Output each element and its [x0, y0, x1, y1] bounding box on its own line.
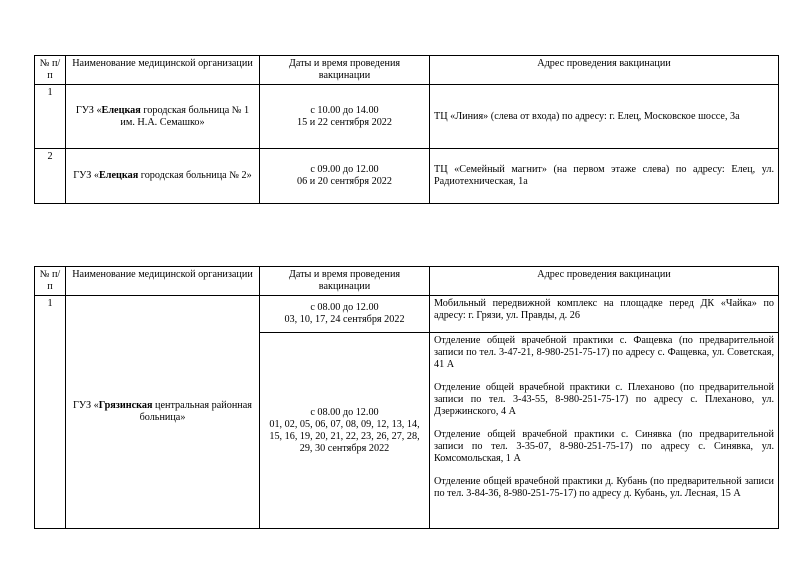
table-row	[35, 85, 779, 149]
time-range: с 08.00 до 12.00	[310, 406, 379, 418]
vaccination-dates	[260, 85, 430, 149]
table-header-row	[35, 267, 779, 296]
row-num: 1	[35, 296, 66, 529]
address-item: Отделение общей врачебной практики с. Синявка (по предварительной записи по тел. 3-35-07, 8-980-251-75-17) по адресу с. Синявка, ул. Комсомольская, 1 А	[434, 429, 774, 464]
date-list: 01, 02, 05, 06, 07, 08, 09, 12, 13, 14, 15, 16, 19, 20, 21, 22, 23, 26, 27, 28, 29, 30 сентября 2022	[269, 418, 420, 454]
org-name-bold: Елецкая	[101, 104, 141, 116]
vaccination-table-1	[34, 55, 779, 204]
org-name: ГУЗ «Елецкая городская больница № 1 им. Н.А. Семашко»	[66, 85, 260, 149]
header-org: Наименование медицинской организации	[66, 56, 260, 85]
vaccination-address: Мобильный передвижной комплекс на площадке перед ДК «Чайка» по адресу: г. Грязи, ул. Правды, д. 26	[430, 296, 779, 333]
header-num: № п/п	[35, 56, 66, 85]
address-item: Отделение общей врачебной практики д. Кубань (по предварительной записи по тел. 3-84-36, 8-980-251-75-17) по адресу д. Кубань, ул. Лесная, 15 А	[434, 476, 774, 499]
table-row	[35, 296, 779, 333]
table-header-row	[35, 56, 779, 85]
date-list: 03, 10, 17, 24 сентября 2022	[284, 314, 405, 325]
address-item: Отделение общей врачебной практики с. Фащевка (по предварительной записи по тел. 3-47-21, 8-980-251-75-17) по адресу с. Фащевка, ул. Советская, 41 А	[434, 335, 774, 370]
date-list: 06 и 20 сентября 2022	[297, 176, 392, 187]
header-address: Адрес проведения вакцинации	[430, 56, 779, 85]
org-name: ГУЗ «Елецкая городская больница № 2»	[66, 149, 260, 204]
row-num: 2	[35, 149, 66, 204]
address-item: Отделение общей врачебной практики с. Плеханово (по предварительной записи по тел. 3-43-55, 8-980-251-75-17) по адресу с. Плеханово, ул. Дзержинского, 4 А	[434, 382, 774, 417]
vaccination-dates	[260, 333, 430, 529]
header-org: Наименование медицинской организации	[66, 267, 260, 296]
vaccination-dates	[260, 149, 430, 204]
date-list: 15 и 22 сентября 2022	[297, 116, 392, 128]
time-range: с 10.00 до 14.00	[310, 104, 379, 116]
org-name-bold: Елецкая	[99, 170, 139, 181]
row-num: 1	[35, 85, 66, 149]
time-range: с 09.00 до 12.00	[310, 164, 379, 175]
table-row	[35, 149, 779, 204]
vaccination-table-2	[34, 266, 779, 529]
vaccination-address-list	[430, 333, 779, 529]
time-range: с 08.00 до 12.00	[310, 302, 379, 313]
header-num: № п/п	[35, 267, 66, 296]
header-dates: Даты и время проведения вакцинации	[260, 56, 430, 85]
org-name-bold: Грязинская	[98, 400, 153, 411]
org-name: ГУЗ «Грязинская центральная районная больница»	[66, 296, 260, 529]
header-address: Адрес проведения вакцинации	[430, 267, 779, 296]
vaccination-address: ТЦ «Линия» (слева от входа) по адресу: г. Елец, Московское шоссе, 3а	[430, 85, 779, 149]
vaccination-address: ТЦ «Семейный магнит» (на первом этаже слева) по адресу: Елец, ул. Радиотехническая, 1а	[430, 149, 779, 204]
vaccination-dates	[260, 296, 430, 333]
header-dates: Даты и время проведения вакцинации	[260, 267, 430, 296]
